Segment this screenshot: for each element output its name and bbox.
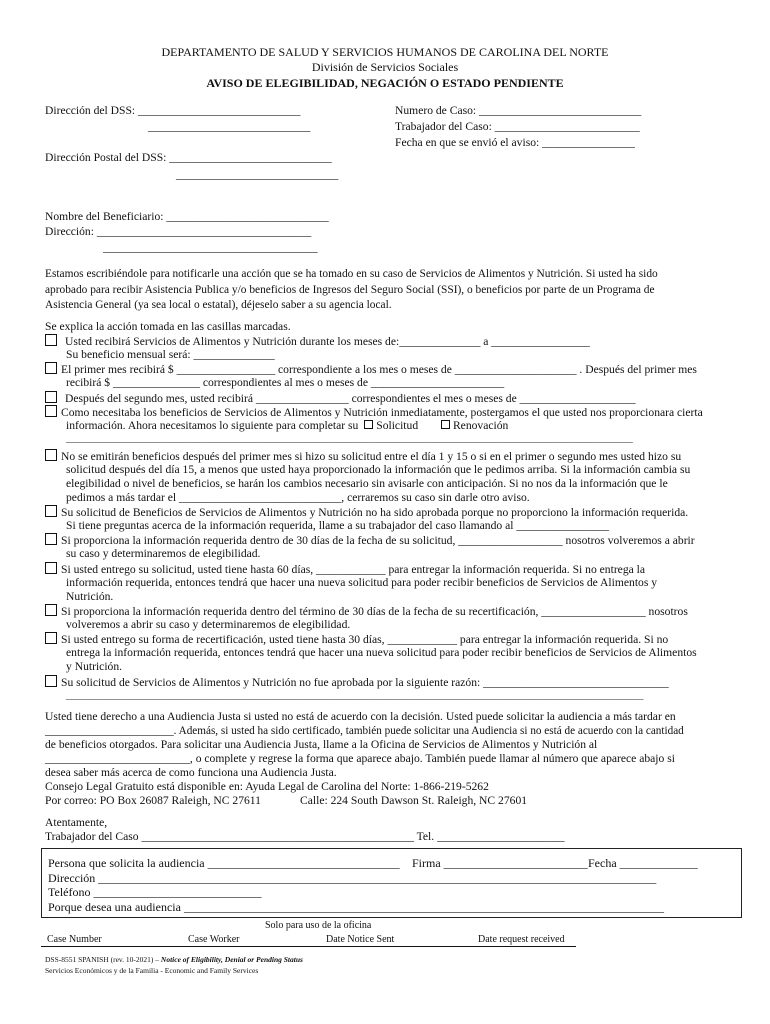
info-needed-line[interactable]: ___________________________________________________________________________________________________________ <box>66 433 633 444</box>
expedited-text: Como necesitaba los beneficios de Servicios de Alimentos y Nutrición inmediatamente, postergamos el que usted nos proporcionara cierta <box>61 406 703 419</box>
second-month-text: Después del segundo mes, usted recibirá ________________ correspondientes el mes o meses de ____________________ <box>65 392 636 405</box>
solicitud-label: Solicitud <box>376 419 419 432</box>
division-title: División de Servicios Sociales <box>311 60 459 74</box>
recert-30-days-checkbox[interactable] <box>45 632 57 644</box>
office-use-label: Solo para uso de la oficina <box>265 920 372 931</box>
renovacion-label: Renovación <box>452 419 509 432</box>
renovacion-checkbox[interactable] <box>441 420 450 429</box>
recert-reopen-text: Si proporciona la información requerida dentro del término de 30 días de la fecha de su recertificación, __________________ nosotros <box>61 605 688 618</box>
first-month-text-2: recibirá $ _______________ correspondientes al mes o meses de _______________________ <box>66 376 505 389</box>
notice-title: AVISO DE ELEGIBILIDAD, NEGACIÓN O ESTADO PENDIENTE <box>206 76 564 90</box>
reopen-30-days-checkbox[interactable] <box>45 533 57 545</box>
office-case-worker-label: Case Worker <box>188 934 240 945</box>
dss-address-field-2[interactable]: ____________________________ <box>148 120 311 133</box>
mail-address-text: Por correo: PO Box 26087 Raleigh, NC 27611 <box>45 794 261 807</box>
no-benefits-text: elegibilidad o nivel de beneficios, se harán los cambios necesario sin avisarle con anticipación. Si no nos da la información que le <box>66 477 668 490</box>
form-id: DSS-8551 SPANISH (rev. 10-2021) – <box>45 955 160 964</box>
hearing-text: de beneficios otorgados. Para solicitar una Audiencia Justa, llame a la Oficina de Servicios de Alimentos y Nutrición al <box>45 738 598 751</box>
recert-reopen-checkbox[interactable] <box>45 604 57 616</box>
not-approved-checkbox[interactable] <box>45 505 57 517</box>
requester-address-field[interactable]: Dirección _____________________________________________________________________________________________ <box>48 871 657 885</box>
no-benefits-text: pedimos a más tardar el ____________________________, cerraremos su caso sin darle otro aviso. <box>66 491 530 504</box>
recert-30-days-text: y Nutrición. <box>66 660 123 673</box>
expedited-checkbox[interactable] <box>45 405 57 417</box>
requester-phone-field[interactable]: Teléfono ____________________________ <box>48 885 262 899</box>
reopen-30-days-text: su caso y determinaremos de elegibilidad. <box>66 547 261 560</box>
beneficiary-address-field-2[interactable]: _____________________________________ <box>103 241 318 254</box>
expedited-text-2: información. Ahora necesitamos lo siguiente para completar su <box>66 419 359 432</box>
sixty-days-checkbox[interactable] <box>45 562 57 574</box>
footer-division: Servicios Económicos y de la Familia - Economic and Family Services <box>45 966 259 975</box>
recert-30-days-text: Si usted entrego su forma de recertificación, usted tiene hasta 30 días, ____________ para entregar la información requerida. Si no <box>61 633 669 646</box>
intro-line: Estamos escribiéndole para notificarle una acción que se ha tomado en su caso de Servicios de Alimentos y Nutrición. Si usted ha sido <box>45 268 658 280</box>
agency-title: DEPARTAMENTO DE SALUD Y SERVICIOS HUMANOS DE CAROLINA DEL NORTE <box>161 45 609 59</box>
second-month-checkbox[interactable] <box>45 391 57 403</box>
hearing-reason-field[interactable]: Porque desea una audiencia ________________________________________________________________________________ <box>48 900 664 914</box>
dss-address-field[interactable]: Dirección del DSS: ____________________________ <box>45 104 301 117</box>
closing-text: Atentamente, <box>45 816 108 829</box>
office-date-notice-label: Date Notice Sent <box>326 934 395 945</box>
hearing-text: _______________________. Además, si usted ha sido certificado, también puede solicitar una Audiencia si no está de acuerdo con la cantidad <box>45 725 684 737</box>
hearing-text: Usted tiene derecho a una Audiencia Justa si usted no está de acuerdo con la decisión. Usted puede solicitar la audiencia a más tardar en <box>45 710 676 723</box>
street-address-text: Calle: 224 South Dawson St. Raleigh, NC 27601 <box>300 794 528 807</box>
request-date-field[interactable]: Fecha _____________ <box>588 856 698 870</box>
requester-signature-field[interactable]: Firma ________________________ <box>412 856 588 870</box>
office-date-request-label: Date request received <box>478 934 565 945</box>
denial-reason-line[interactable]: _____________________________________________________________________________________________________________ <box>66 690 644 701</box>
sixty-days-text: información requerida, entonces tendrá que hacer una nueva solicitud para poder recibir beneficios de Servicios de Alimentos y <box>66 576 658 589</box>
first-month-checkbox[interactable] <box>45 362 57 374</box>
no-benefits-checkbox[interactable] <box>45 449 57 461</box>
postal-address-field[interactable]: Dirección Postal del DSS: ____________________________ <box>45 151 332 164</box>
case-number-field[interactable]: Numero de Caso: ____________________________ <box>395 104 642 117</box>
legal-aid-text: Consejo Legal Gratuito está disponible en: Ayuda Legal de Carolina del Norte: 1-866-219-5262 <box>45 780 489 793</box>
recert-reopen-text: volveremos a abrir su caso y determinaremos de elegibilidad. <box>66 618 351 631</box>
case-worker-field[interactable]: Trabajador del Caso: _________________________ <box>395 120 640 133</box>
recert-30-days-text: entrega la información requerida, entonces tendrá que hacer una nueva solicitud para poder recibir beneficios de Servicios de Alimentos <box>66 646 697 659</box>
not-approved-text: Si tiene preguntas acerca de la información requerida, llame a su trabajador del caso llamando al ________________ <box>66 519 610 532</box>
sixty-days-text: Nutrición. <box>66 590 114 603</box>
monthly-benefit-text: Su beneficio mensual será: ______________ <box>66 348 275 361</box>
explain-text: Se explica la acción tomada en las casillas marcadas. <box>45 320 291 333</box>
hearing-text: desea saber más acerca de como funciona una Audiencia Justa. <box>45 766 337 779</box>
no-benefits-text: solicitud después del día 15, a menos que usted haya proporcionado la información que le pedimos arriba. Si la información cambia su <box>66 463 691 476</box>
hearing-text: _________________________, o complete y regrese la forma que aparece abajo. También puede llamar al número que aparece abajo si <box>45 752 675 765</box>
intro-line: Asistencia General (ya sea local o estatal), déjeselo saber a su agencia local. <box>45 299 392 311</box>
office-case-number-label: Case Number <box>47 934 102 945</box>
case-worker-signature-field[interactable]: Trabajador del Caso _______________________________________________ Tel. ______________________ <box>45 830 565 843</box>
reopen-30-days-text: Si proporciona la información requerida dentro de 30 días de la fecha de su solicitud, __________________ nosotros volveremos a abrir <box>61 534 695 547</box>
approved-months-text: Usted recibirá Servicios de Alimentos y Nutrición durante los meses de:______________ a _________________ <box>65 335 590 348</box>
first-month-text: El primer mes recibirá $ _________________ correspondiente a los mes o meses de _____________________ . Después del primer mes <box>61 363 697 376</box>
date-sent-field[interactable]: Fecha en que se envió el aviso: ________________ <box>395 136 635 149</box>
solicitud-checkbox[interactable] <box>364 420 373 429</box>
postal-address-field-2[interactable]: ____________________________ <box>176 168 339 181</box>
no-benefits-text: No se emitirán beneficios después del primer mes si hizo su solicitud entre el día 1 y 15 o si en el primer o segundo mes usted hizo su <box>61 450 682 463</box>
office-use-divider <box>41 946 576 947</box>
denial-reason-text: Su solicitud de Servicios de Alimentos y Nutrición no fue aprobada por la siguiente razón: ________________________________ <box>61 676 669 689</box>
approved-months-checkbox[interactable] <box>45 334 57 346</box>
form-footer <box>45 955 303 964</box>
intro-line: aprobado para recibir Asistencia Publica y/o beneficios de Ingresos del Seguro Social (SSI), o beneficios por parte de un Programa de <box>45 284 655 296</box>
form-english-title: Notice of Eligibility, Denial or Pending Status <box>160 955 303 964</box>
not-approved-text: Su solicitud de Beneficios de Servicios de Alimentos y Nutrición no ha sido aprobada porque no proporciono la información requerida. <box>61 506 689 519</box>
beneficiary-name-field[interactable]: Nombre del Beneficiario: ____________________________ <box>45 210 329 223</box>
requester-name-field[interactable]: Persona que solicita la audiencia ________________________________ <box>48 856 400 870</box>
denial-reason-checkbox[interactable] <box>45 675 57 687</box>
sixty-days-text: Si usted entrego su solicitud, usted tiene hasta 60 días, ____________ para entregar la información requerida. Si no entrega la <box>61 563 646 576</box>
beneficiary-address-field[interactable]: Dirección: _____________________________________ <box>45 225 312 238</box>
